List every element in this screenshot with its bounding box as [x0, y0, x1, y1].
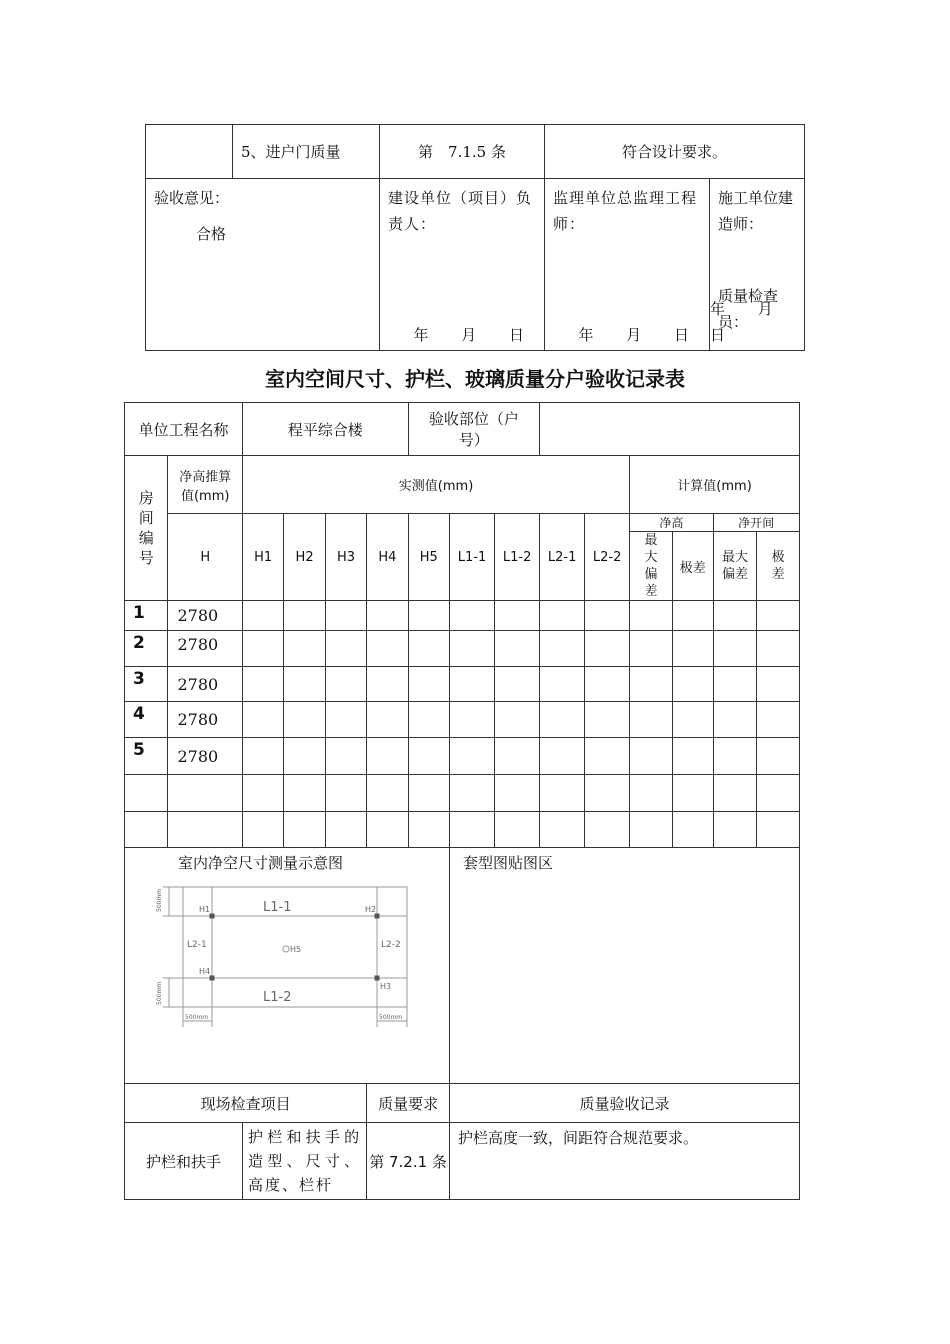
col-h2: H2	[284, 514, 325, 601]
top-acceptance-table	[145, 124, 805, 351]
opinion-cell	[146, 179, 380, 351]
diagram-h5: H5	[290, 945, 302, 954]
table-row	[125, 812, 800, 848]
paste-area-label: 套型图贴图区	[463, 854, 554, 872]
record-label: 质量验收记录	[450, 1084, 800, 1123]
result-cell: 符合设计要求。	[545, 125, 805, 179]
diagram-dim-left: 500mm	[185, 1014, 209, 1021]
room-no-label: 房间编号	[125, 456, 168, 601]
diagram-dim-bottom: 500mm	[156, 981, 163, 1005]
max-dev-width: 最大偏差	[713, 532, 757, 601]
h-value: 2780	[168, 738, 243, 775]
h-value: 2780	[168, 667, 243, 702]
page-title: 室内空间尺寸、护栏、玻璃质量分户验收记录表	[265, 367, 685, 391]
contractor-cell	[710, 179, 805, 351]
col-h5: H5	[408, 514, 449, 601]
rail-record: 护栏高度一致，间距符合规范要求。	[450, 1123, 800, 1200]
main-acceptance-table	[124, 402, 800, 1200]
col-l1-2: L1-2	[495, 514, 540, 601]
diagram-dim-top: 500mm	[156, 888, 163, 912]
col-l2-1: L2-1	[540, 514, 585, 601]
net-width-sub: 净开间	[713, 514, 799, 532]
room-no: 1	[125, 601, 168, 631]
diagram-h3: H3	[380, 982, 392, 991]
room-no: 3	[125, 667, 168, 702]
check-item-label: 现场检查项目	[125, 1084, 367, 1123]
measurement-diagram	[149, 881, 449, 1041]
table-row	[125, 601, 800, 631]
blank-cell	[146, 125, 233, 179]
net-height-label: 净高推算值(mm)	[168, 456, 243, 514]
project-name-value: 程平综合楼	[242, 403, 408, 456]
diagram-label: 室内净空尺寸测量示意图	[178, 854, 344, 872]
h-value: 2780	[168, 702, 243, 738]
contractor-label: 施工单位建造师：	[718, 189, 794, 233]
diagram-dim-right: 500mm	[379, 1014, 403, 1021]
rail-desc: 护栏和扶手的造型、尺寸、高度、栏杆	[242, 1123, 366, 1200]
room-no: 2	[125, 631, 168, 667]
col-l1-1: L1-1	[450, 514, 495, 601]
quality-req-label: 质量要求	[367, 1084, 450, 1123]
project-name-label: 单位工程名称	[125, 403, 243, 456]
location-label: 验收部位（户号）	[408, 403, 540, 456]
diagram-l2-1: L2-1	[187, 940, 207, 950]
builder-date: 年 月 日	[413, 326, 530, 344]
rail-clause: 第 7.2.1 条	[367, 1123, 450, 1200]
location-value	[540, 403, 800, 456]
table-row	[125, 702, 800, 738]
calc-label: 计算值(mm)	[630, 456, 800, 514]
clause-cell: 第 7.1.5 条	[380, 125, 545, 179]
inspector-label: 质量检查员：	[718, 287, 779, 331]
room-no: 5	[125, 738, 168, 775]
supervisor-cell	[545, 179, 710, 351]
diagram-l1-1: L1-1	[263, 900, 292, 915]
range-width: 极差	[757, 532, 800, 601]
paste-area-cell	[450, 848, 800, 1084]
h-value: 2780	[168, 631, 243, 667]
diagram-l2-2: L2-2	[381, 940, 401, 950]
net-height-sub: 净高	[630, 514, 713, 532]
builder-cell	[380, 179, 545, 351]
range-height: 极差	[672, 532, 713, 601]
builder-label: 建设单位（项目）负责人：	[388, 189, 533, 233]
diagram-h1: H1	[199, 905, 211, 914]
item-cell: 5、进户门质量	[233, 125, 380, 179]
col-h4: H4	[367, 514, 408, 601]
diagram-h4: H4	[199, 967, 211, 976]
supervisor-date: 年 月 日	[578, 326, 695, 344]
col-h3: H3	[325, 514, 366, 601]
table-row	[125, 631, 800, 667]
room-no: 4	[125, 702, 168, 738]
col-h1: H1	[242, 514, 283, 601]
diagram-cell	[125, 848, 450, 1084]
opinion-value: 合格	[196, 225, 227, 243]
diagram-h2: H2	[365, 905, 377, 914]
h-value: 2780	[168, 601, 243, 631]
col-l2-2: L2-2	[585, 514, 630, 601]
measured-label: 实测值(mm)	[242, 456, 629, 514]
diagram-l1-2: L1-2	[263, 990, 292, 1005]
table-row	[125, 738, 800, 775]
opinion-label: 验收意见：	[154, 189, 230, 207]
supervisor-label: 监理单位总监理工程师：	[553, 189, 698, 233]
contractor-date: 年 月 日	[710, 300, 779, 344]
table-row	[125, 667, 800, 702]
table-row	[125, 775, 800, 812]
rail-label: 护栏和扶手	[125, 1123, 243, 1200]
h-label: H	[168, 514, 243, 601]
max-dev-height: 最大偏差	[630, 532, 673, 601]
